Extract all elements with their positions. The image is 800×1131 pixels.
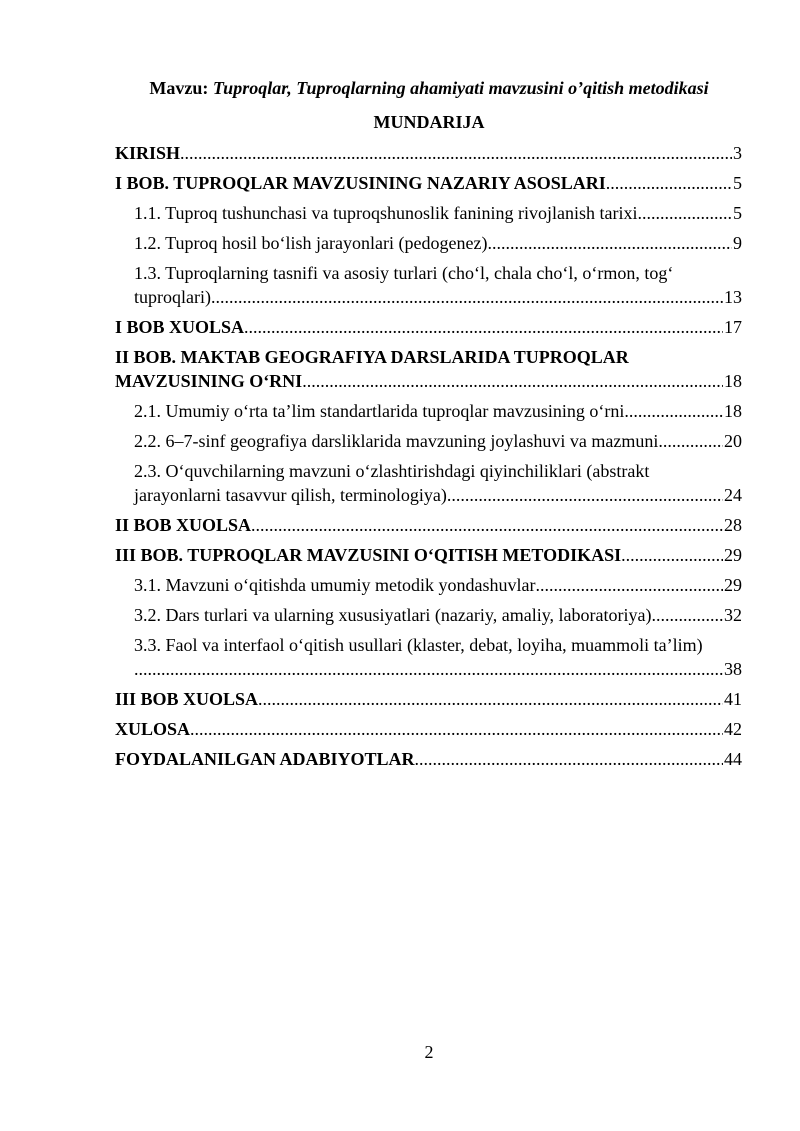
toc-page-number: 24 — [724, 485, 742, 505]
dot-leader — [180, 141, 732, 165]
title-topic: Tuproqlar, Tuproqlarning ahamiyati mavzusini o’qitish metodikasi — [212, 78, 709, 98]
toc-page-number: 29 — [724, 575, 742, 595]
toc-entry[interactable] — [115, 399, 742, 423]
toc-entry-label: 3.2. Dars turlari va ularning xususiyatlari (nazariy, amaliy, laboratoriya) — [134, 605, 652, 625]
dot-leader — [415, 747, 723, 771]
page-number: 2 — [424, 1042, 434, 1062]
toc-entry[interactable] — [115, 633, 742, 681]
toc-entry-label: tuproqlari) — [134, 287, 211, 307]
document-title — [0, 76, 800, 100]
toc-page-number: 20 — [724, 431, 742, 451]
toc-entry[interactable] — [115, 573, 742, 597]
toc-entry[interactable] — [115, 747, 742, 771]
toc-entry-label: jarayonlarni tasavvur qilish, terminologiya) — [134, 485, 447, 505]
dot-leader — [621, 543, 723, 567]
toc-entry-line: 2.3. O‘quvchilarning mavzuni o‘zlashtirishdagi qiyinchiliklari (abstrakt — [134, 461, 650, 481]
table-of-contents — [115, 141, 742, 777]
dot-leader — [258, 687, 723, 711]
dot-leader — [624, 399, 723, 423]
toc-entry-line: II BOB. MAKTAB GEOGRAFIYA DARSLARIDA TUPROQLAR — [115, 347, 629, 367]
dot-leader — [606, 171, 732, 195]
toc-entry[interactable] — [115, 543, 742, 567]
toc-entry-label: I BOB. TUPROQLAR MAVZUSINING NAZARIY ASOSLARI — [115, 173, 606, 193]
dot-leader — [651, 603, 723, 627]
dot-leader — [134, 657, 723, 681]
toc-entry[interactable] — [115, 603, 742, 627]
toc-entry[interactable] — [115, 459, 742, 507]
toc-entry-line: 3.3. Faol va interfaol o‘qitish usullari (klaster, debat, loyiha, muammoli ta’lim) — [134, 635, 703, 655]
toc-entry-label: I BOB XUOLSA — [115, 317, 245, 337]
toc-entry-label: 2.1. Umumiy o‘rta ta’lim standartlarida tuproqlar mavzusining o‘rni — [134, 401, 625, 421]
dot-leader — [190, 717, 723, 741]
dot-leader — [447, 483, 723, 507]
dot-leader — [535, 573, 723, 597]
toc-entry-label: XULOSA — [115, 719, 191, 739]
toc-page-number: 17 — [724, 317, 742, 337]
toc-entry[interactable] — [115, 513, 742, 537]
toc-entry[interactable] — [115, 141, 742, 165]
dot-leader — [302, 369, 723, 393]
toc-page-number: 3 — [733, 143, 742, 163]
toc-page-number: 38 — [724, 659, 742, 679]
toc-entry-label: 2.2. 6–7-sinf geografiya darsliklarida mavzuning joylashuvi va mazmuni — [134, 431, 659, 451]
dot-leader — [658, 429, 723, 453]
toc-entry[interactable] — [115, 201, 742, 225]
toc-entry-label: III BOB. TUPROQLAR MAVZUSINI O‘QITISH METODIKASI — [115, 545, 622, 565]
dot-leader — [244, 315, 723, 339]
dot-leader — [211, 285, 723, 309]
title-prefix: Mavzu: — [149, 78, 209, 98]
dot-leader — [637, 201, 732, 225]
toc-entry[interactable] — [115, 717, 742, 741]
dot-leader — [487, 231, 732, 255]
toc-entry-label: MAVZUSINING O‘RNI — [115, 371, 303, 391]
toc-page-number: 5 — [733, 203, 742, 223]
toc-heading: MUNDARIJA — [373, 112, 485, 132]
toc-entry[interactable] — [115, 261, 742, 309]
toc-page-number: 32 — [724, 605, 742, 625]
toc-entry[interactable] — [115, 231, 742, 255]
toc-entry-label: KIRISH — [115, 143, 181, 163]
toc-entry-line: 1.3. Tuproqlarning tasnifi va asosiy turlari (cho‘l, chala cho‘l, o‘rmon, tog‘ — [134, 263, 674, 283]
toc-entry[interactable] — [115, 315, 742, 339]
dot-leader — [251, 513, 723, 537]
toc-entry-label: 3.1. Mavzuni o‘qitishda umumiy metodik yondashuvlar — [134, 575, 536, 595]
toc-entry[interactable] — [115, 171, 742, 195]
toc-entry-label: FOYDALANILGAN ADABIYOTLAR — [115, 749, 415, 769]
toc-page-number: 42 — [724, 719, 742, 739]
toc-page-number: 5 — [733, 173, 742, 193]
toc-page-number: 28 — [724, 515, 742, 535]
toc-page-number: 29 — [724, 545, 742, 565]
toc-entry-label: II BOB XUOLSA — [115, 515, 252, 535]
toc-entry-label: III BOB XUOLSA — [115, 689, 259, 709]
toc-page-number: 18 — [724, 371, 742, 391]
toc-entry[interactable] — [115, 429, 742, 453]
toc-page-number: 41 — [724, 689, 742, 709]
toc-page-number: 18 — [724, 401, 742, 421]
toc-entry-label: 1.1. Tuproq tushunchasi va tuproqshunoslik fanining rivojlanish tarixi — [134, 203, 638, 223]
toc-entry[interactable] — [115, 345, 742, 393]
toc-page-number: 13 — [724, 287, 742, 307]
toc-entry-label: 1.2. Tuproq hosil bo‘lish jarayonlari (pedogenez) — [134, 233, 488, 253]
toc-page-number: 44 — [724, 749, 742, 769]
toc-entry[interactable] — [115, 687, 742, 711]
toc-page-number: 9 — [733, 233, 742, 253]
